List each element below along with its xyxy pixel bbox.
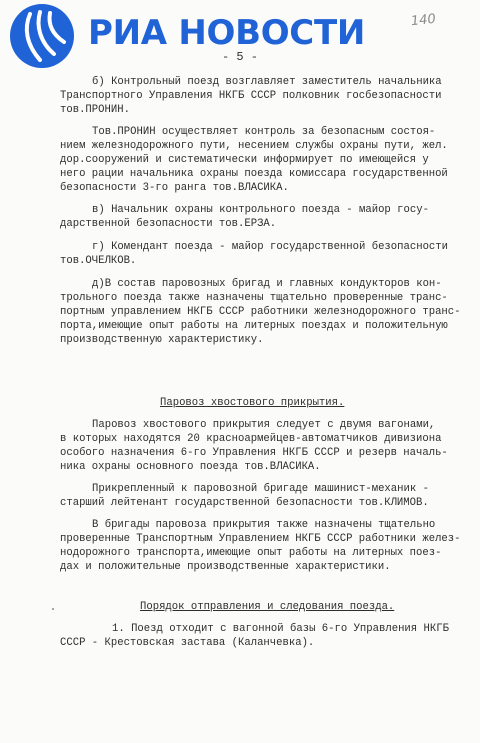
paragraph-g-line: г) Комендант поезда - майор государственной безопасности xyxy=(92,241,449,253)
paragraph-pronin-line: нием железнодорожного пути, несением службы охраны пути, жел. xyxy=(60,140,448,152)
paragraph-b-line: Транспортного Управления НКГБ СССР полковник госбезопасности xyxy=(60,90,442,102)
brand-title: РИА НОВОСТИ xyxy=(88,13,366,53)
section-heading-departure-order: Порядок отправления и следования поезда. xyxy=(140,601,395,613)
paragraph-pronin-line: Тов.ПРОНИН осуществляет контроль за безопасным состоя- xyxy=(92,126,436,138)
paragraph-tail1-line: в которых находятся 20 красноармейцев-автоматчиков дивизиона xyxy=(60,433,442,445)
paragraph-pronin-line: дор.сооружений и систематически информирует по имеющейся у xyxy=(60,154,429,166)
paragraph-d-line: производственную характеристику. xyxy=(60,334,264,346)
paragraph-tail3-line: проверенные Транспортным Управлением НКГБ СССР работники желез- xyxy=(60,533,461,545)
paragraph-pronin-line: безопасности 3-го ранга тов.ВЛАСИКА. xyxy=(60,182,289,194)
paragraph-tail2-line: Прикрепленный к паровозной бригаде машинист-механик - xyxy=(92,483,429,495)
paragraph-tail2-line: старший лейтенант государственной безопасности тов.КЛИМОВ. xyxy=(60,497,429,509)
paragraph-order1-line: СССР - Крестовская застава (Каланчевка). xyxy=(60,637,315,649)
paragraph-b-line: б) Контрольный поезд возглавляет заместитель начальника xyxy=(92,76,442,88)
paragraph-v-line: дарственной безопасности тов.ЕРЗА. xyxy=(60,218,277,230)
paragraph-pronin-line: него рации начальника охраны поезда комиссара государственной xyxy=(60,168,448,180)
paragraph-tail3-line: дах и положительные производственные характеристики. xyxy=(60,561,391,573)
paragraph-d-line: порта,имеющие опыт работы на литерных поездах и положительную xyxy=(60,320,448,332)
paragraph-tail3-line: В бригады паровоза прикрытия также назначены тщательно xyxy=(92,519,436,531)
section-heading-tail-engine: Паровоз хвостового прикрытия. xyxy=(160,397,345,409)
paragraph-tail1-line: особого назначения 6-го Управления НКГБ СССР и резерв началь- xyxy=(60,447,448,459)
paragraph-d-line: трольного поезда также назначены тщательно проверенные транс- xyxy=(60,292,448,304)
paragraph-order1-line: 1. Поезд отходит с вагонной базы 6-го Управления НКГБ xyxy=(112,623,449,635)
paragraph-tail1-line: ника охраны основного поезда тов.ВЛАСИКА. xyxy=(60,461,321,473)
paragraph-d-line: портным управлением НКГБ СССР работники железнодорожного транс- xyxy=(60,306,461,318)
handwritten-number: 140 xyxy=(410,11,437,30)
paragraph-g-line: тов.ОЧЕЛКОВ. xyxy=(60,255,137,267)
paragraph-b-line: тов.ПРОНИН. xyxy=(60,104,130,116)
paragraph-v-line: в) Начальник охраны контрольного поезда - майор госу- xyxy=(92,204,429,216)
paragraph-tail3-line: нодорожного транспорта,имеющие опыт работы на литерных поез- xyxy=(60,547,442,559)
paragraph-d-line: д)В состав паровозных бригад и главных кондукторов кон- xyxy=(92,278,442,290)
page-number: - 5 - xyxy=(221,50,258,64)
margin-speck xyxy=(52,608,54,610)
paragraph-tail1-line: Паровоз хвостового прикрытия следует с двумя вагонами, xyxy=(92,419,436,431)
